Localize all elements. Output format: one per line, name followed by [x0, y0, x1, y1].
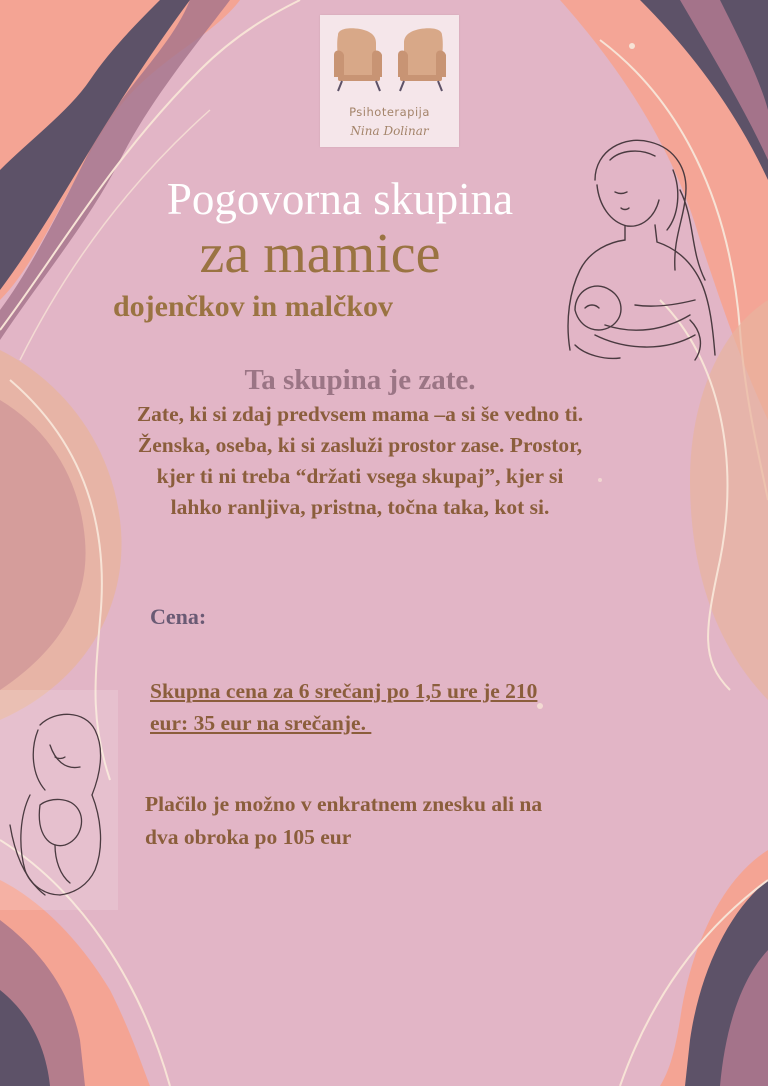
price-label: Cena:	[150, 604, 207, 629]
price-line: eur: 35 eur na srečanje.	[150, 711, 372, 735]
payment-details	[145, 788, 675, 854]
mother-baby-illustration-icon	[555, 130, 735, 370]
intro-line: Ženska, oseba, ki si zasluži prostor zase. Prostor,	[137, 433, 583, 457]
logo-card	[320, 15, 459, 147]
title-highlight: za mamice	[199, 223, 441, 285]
logo-name-line: Nina Dolinar	[350, 124, 429, 138]
logo-brand-line: Psihoterapija	[349, 105, 430, 119]
intro-line: lahko ranljiva, pristna, točna taka, kot si.	[170, 495, 550, 519]
payment-line: Plačilo je možno v enkratnem znesku ali na	[145, 792, 543, 816]
armchairs-icon	[320, 15, 459, 105]
price-details	[150, 675, 650, 739]
title-main: Pogovorna skupina	[166, 174, 514, 224]
intro-paragraph	[70, 399, 650, 523]
price-line: Skupna cena za 6 srečanj po 1,5 ure je 210	[150, 679, 538, 703]
intro-heading: Ta skupina je zate.	[244, 364, 476, 396]
intro-line: kjer ti ni treba “držati vsega skupaj”, kjer si	[156, 464, 564, 488]
mother-hug-illustration-icon	[0, 705, 118, 905]
intro-line: Zate, ki si zdaj predvsem mama –a si še vedno ti.	[136, 402, 584, 426]
payment-line: dva obroka po 105 eur	[145, 825, 352, 849]
title-subtitle: dojenčkov in malčkov	[113, 290, 394, 323]
